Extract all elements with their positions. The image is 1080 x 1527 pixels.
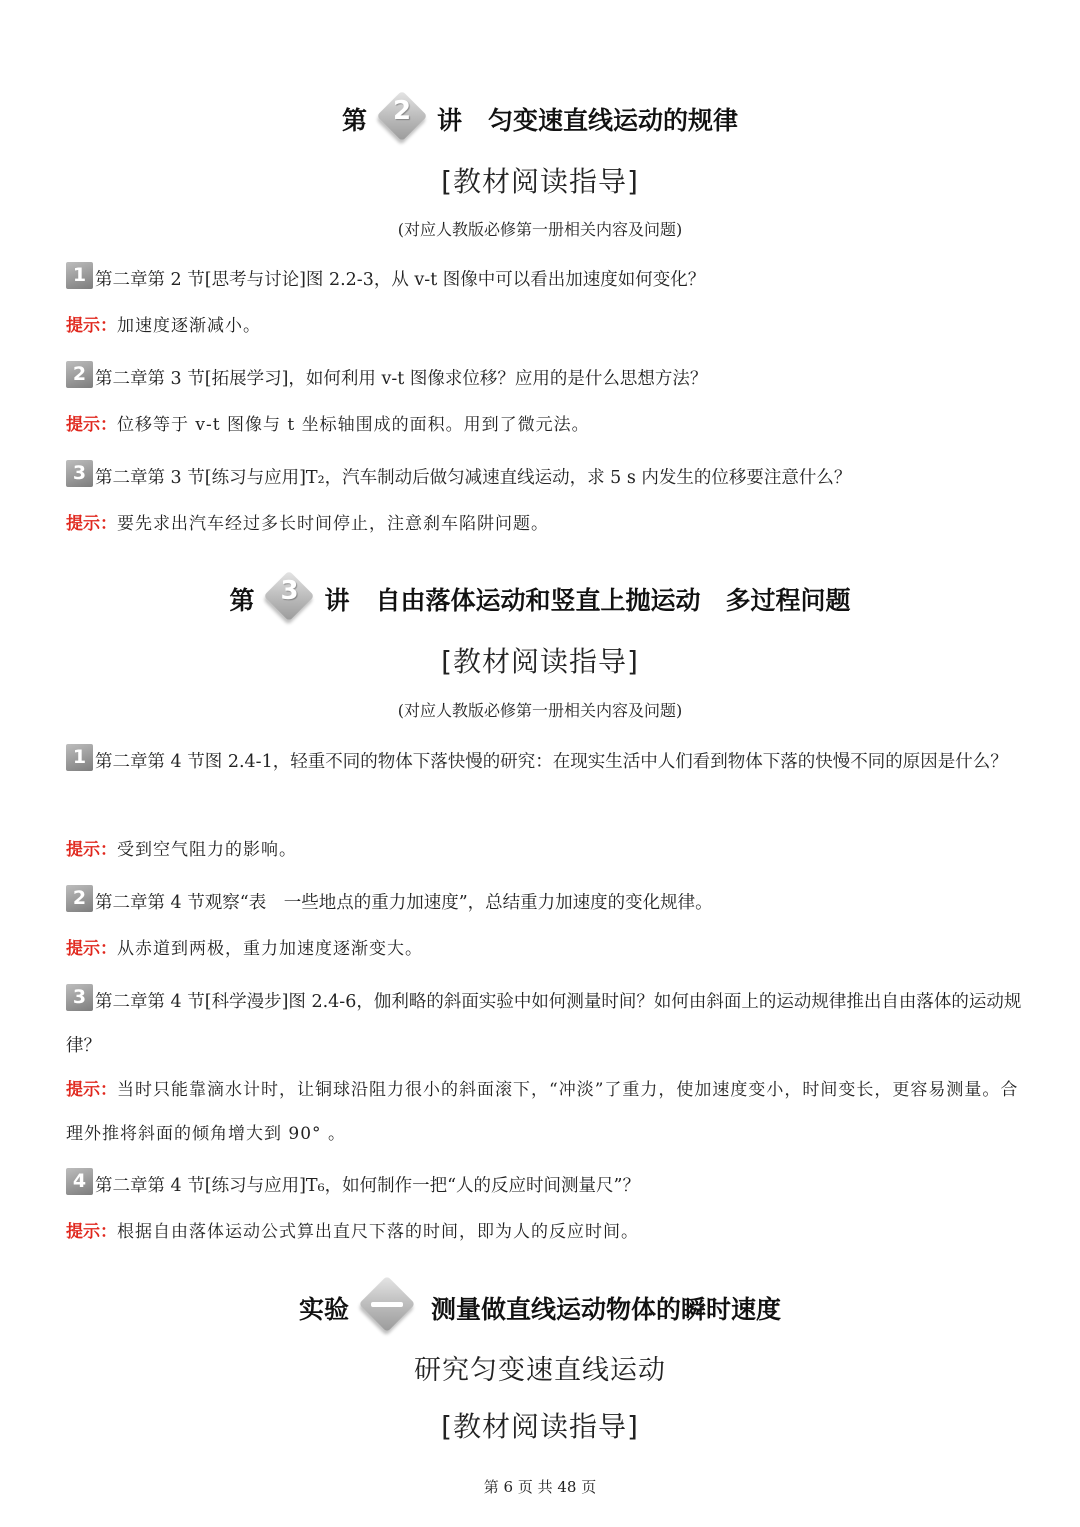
hint-text: 受到空气阻力的影响。	[117, 840, 297, 860]
question-number-badge: 1	[66, 262, 93, 289]
experiment-prefix: 实验	[298, 1295, 349, 1324]
lecture-2-question-3	[66, 456, 1026, 500]
question-number-badge: 1	[66, 744, 93, 771]
lecture-3-question-2	[66, 881, 1026, 925]
lecture-2-title	[0, 90, 1080, 148]
hint-label: 提示：	[66, 939, 117, 959]
question-text: 第二章第 3 节[练习与应用]T₂，汽车制动后做匀减速直线运动，求 5 s 内发生的位移要注意什么？	[95, 468, 852, 488]
lecture-2-number: 2	[392, 96, 412, 126]
question-text: 第二章第 3 节[拓展学习]，如何利用 v-t 图像求位移？应用的是什么思想方法？	[95, 369, 708, 389]
question-text: 第二章第 4 节[科学漫步]图 2.4-6，伽利略的斜面实验中如何测量时间？如何由斜面上的运动规律推出自由落体的运动规律？	[66, 992, 1022, 1056]
question-text: 第二章第 4 节图 2.4-1，轻重不同的物体下落快慢的研究：在现实生活中人们看到物体下落的快慢不同的原因是什么？	[95, 752, 1008, 772]
hint-text: 加速度逐渐减小。	[117, 316, 261, 336]
lecture-2-number-badge	[373, 90, 431, 148]
hint-text: 要先求出汽车经过多长时间停止，注意刹车陷阱问题。	[117, 514, 549, 534]
lecture-2-hint-1	[66, 304, 1026, 348]
experiment-guide: [教材阅读指导]	[441, 1410, 639, 1443]
question-number-badge: 2	[66, 361, 93, 388]
hint-label: 提示：	[66, 316, 117, 336]
lecture-2-guide: [教材阅读指导]	[441, 165, 639, 198]
hint-label: 提示：	[66, 514, 117, 534]
experiment-subtitle: 研究匀变速直线运动	[414, 1355, 666, 1386]
question-text: 第二章第 4 节[练习与应用]T₆，如何制作一把“人的反应时间测量尺”？	[95, 1176, 640, 1196]
hint-text: 当时只能靠滴水计时，让铜球沿阻力很小的斜面滚下，“冲淡”了重力，使加速度变小，时间变长，更容易测量。合理外推将斜面的倾角增大到 90° 。	[66, 1080, 1019, 1144]
question-number-badge: 4	[66, 1168, 93, 1195]
page-footer: 第 6 页 共 48 页	[483, 1478, 597, 1496]
lecture-3-number-badge	[260, 570, 318, 628]
question-text: 第二章第 4 节观察“表 一些地点的重力加速度”，总结重力加速度的变化规律。	[95, 893, 713, 913]
lecture-2-prefix: 第	[341, 106, 367, 135]
experiment-1-title	[0, 1278, 1080, 1338]
question-number-badge: 3	[66, 984, 93, 1011]
lecture-3-question-3	[66, 980, 1026, 1068]
lecture-2-heading: 匀变速直线运动的规律	[488, 106, 739, 135]
hint-label: 提示：	[66, 415, 117, 435]
lecture-3-heading: 自由落体运动和竖直上抛运动 多过程问题	[375, 586, 851, 615]
lecture-3-question-4	[66, 1164, 1026, 1208]
question-text: 第二章第 2 节[思考与讨论]图 2.2-3，从 v-t 图像中可以看出加速度如何变化？	[95, 270, 706, 290]
hint-text: 位移等于 v-t 图像与 t 坐标轴围成的面积。用到了微元法。	[117, 415, 590, 435]
lecture-3-title	[0, 570, 1080, 628]
lecture-2-hint-3	[66, 502, 1026, 546]
lecture-3-number: 3	[280, 576, 299, 606]
question-number-badge: 3	[66, 460, 93, 487]
lecture-2-question-2	[66, 357, 1026, 401]
hint-text: 根据自由落体运动公式算出直尺下落的时间，即为人的反应时间。	[117, 1222, 639, 1242]
lecture-2-question-1	[66, 258, 1026, 302]
hint-label: 提示：	[66, 840, 117, 860]
experiment-number-badge	[355, 1278, 419, 1338]
hint-label: 提示：	[66, 1080, 117, 1100]
hint-text: 从赤道到两极，重力加速度逐渐变大。	[117, 939, 423, 959]
lecture-3-hint-3	[66, 1068, 1026, 1156]
lecture-3-hint-2	[66, 927, 1026, 971]
lecture-2-hint-2	[66, 403, 1026, 447]
lecture-3-guide: [教材阅读指导]	[441, 645, 639, 678]
lecture-2-suffix: 讲	[436, 106, 462, 135]
lecture-2-subtitle: (对应人教版必修第一册相关内容及问题)	[397, 220, 683, 239]
lecture-3-hint-4	[66, 1210, 1026, 1254]
question-number-badge: 2	[66, 885, 93, 912]
lecture-3-suffix: 讲	[324, 586, 350, 615]
experiment-heading: 测量做直线运动物体的瞬时速度	[431, 1295, 782, 1324]
hint-label: 提示：	[66, 1222, 117, 1242]
lecture-3-hint-1	[66, 828, 1026, 872]
lecture-3-question-1	[66, 740, 1026, 784]
lecture-3-subtitle: (对应人教版必修第一册相关内容及问题)	[397, 701, 683, 720]
numeral-one-icon	[371, 1302, 403, 1307]
lecture-3-prefix: 第	[229, 586, 255, 615]
